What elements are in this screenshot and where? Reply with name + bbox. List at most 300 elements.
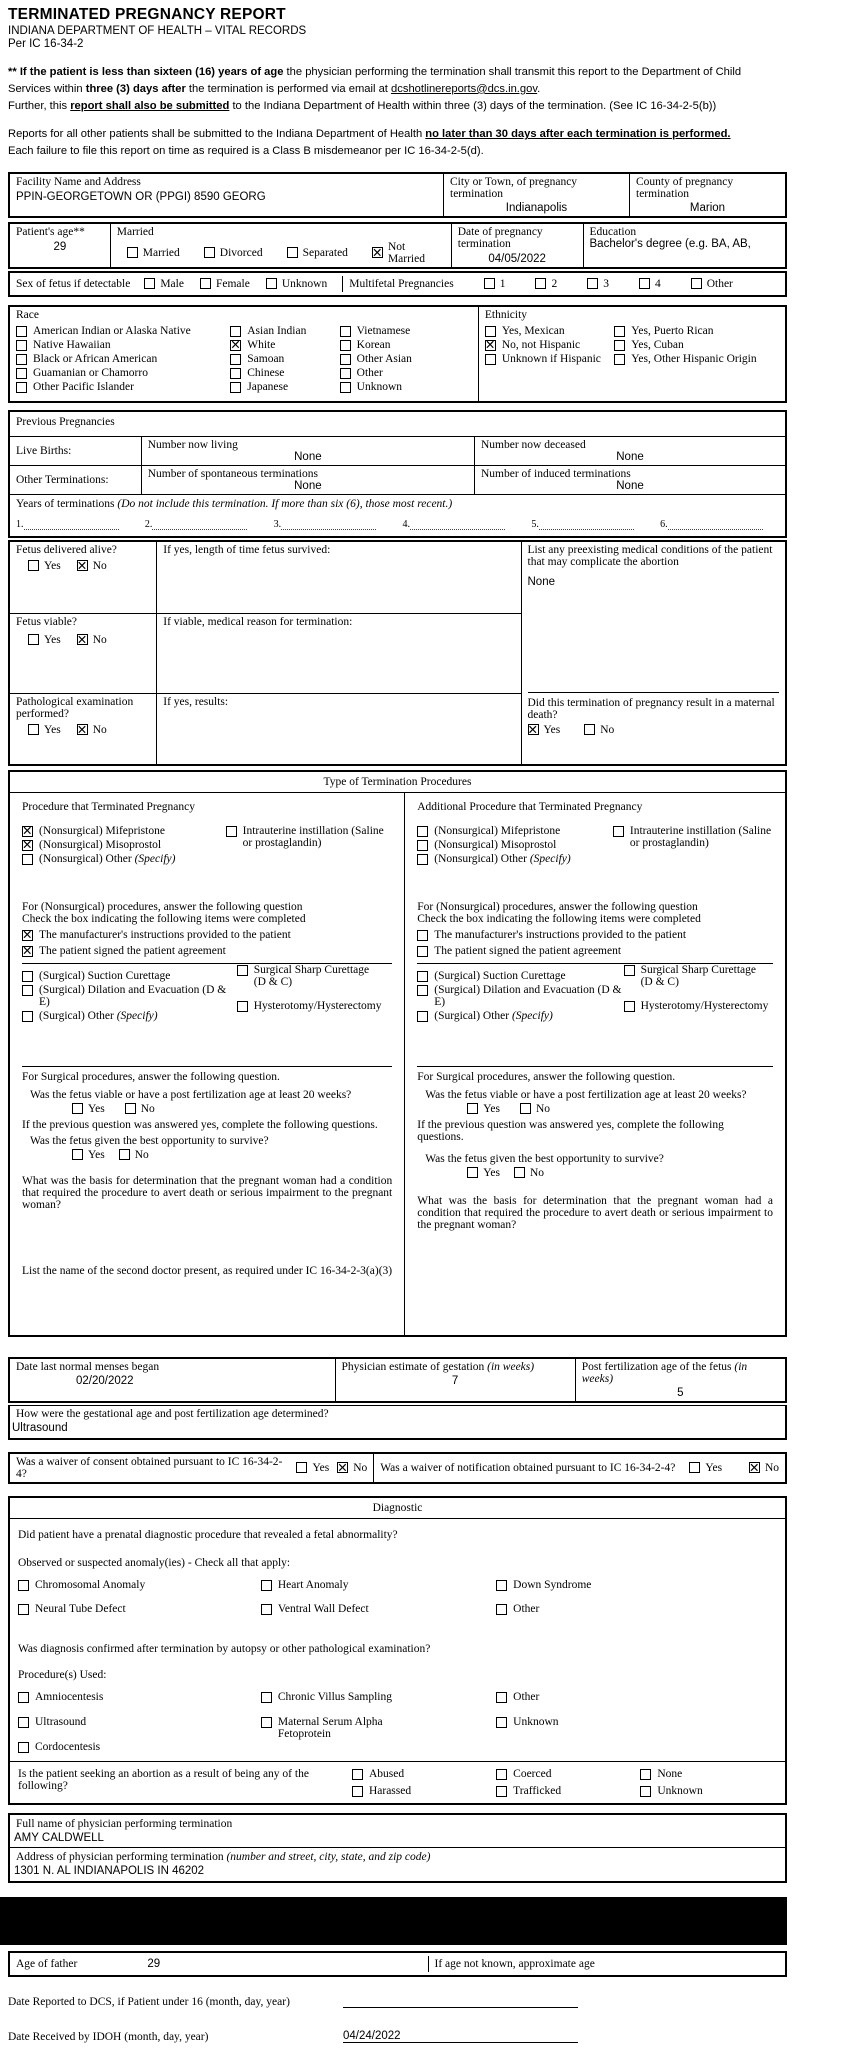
patient-agreement-checkbox[interactable] (417, 946, 428, 957)
suction-curettage-option (417, 970, 623, 982)
no-label: No (92, 633, 107, 646)
suction-curettage-option (22, 970, 237, 982)
procedure-used-checkbox[interactable] (496, 1692, 507, 1703)
dilation-evacuation-label: (Surgical) Dilation and Evacuation (D & E) (39, 983, 227, 1008)
sharp-curettage-label: Surgical Sharp Curettage (D & C) (253, 963, 370, 988)
no-label: No (134, 1148, 149, 1161)
no-label: No (764, 1461, 779, 1474)
city-label: City or Town, of pregnancy termination (450, 175, 578, 200)
marital-option-label: Separated (302, 246, 348, 259)
education-value: Bachelor's degree (e.g. BA, AB, (589, 237, 751, 250)
sharp-curettage-checkbox[interactable] (624, 965, 635, 976)
multifetal-cell (343, 276, 785, 292)
marital-option-label: Divorced (219, 246, 263, 259)
marital-checkbox[interactable] (127, 247, 138, 258)
education-label: Education (589, 225, 637, 238)
instr-text: Reports for all other patients shall be submitted to the Indiana Department of Health (8, 128, 426, 141)
patient-agreement-label: The patient signed the patient agreement (434, 944, 622, 957)
race-option (16, 339, 230, 351)
years-label-text: Years of terminations (16, 497, 118, 510)
preexisting-conditions-cell (522, 542, 786, 764)
yes-label: Yes (88, 1102, 105, 1115)
fetus-prompt-column (157, 542, 521, 764)
pathological-exam-cell (10, 694, 156, 764)
county-value: Marion (689, 201, 726, 214)
preexisting-conditions-label: List any preexisting medical conditions of the patient that may complicate the abortion (527, 543, 773, 568)
fetus-question-column (10, 542, 157, 764)
surgical-other-label: (Surgical) Other (Specify) (434, 1009, 553, 1022)
procedure-used-option (18, 1716, 261, 1728)
pathological-exam-label: Pathological examination performed? (16, 695, 134, 720)
ethnicity-cell (479, 307, 785, 401)
dcs-date-row (8, 1995, 787, 2008)
manufacturer-instructions-checkbox[interactable] (22, 930, 33, 941)
race-checkbox[interactable] (16, 340, 27, 351)
year-slot-blank (281, 518, 376, 530)
race-checkbox[interactable] (340, 368, 351, 379)
number-now-deceased-value: None (616, 450, 644, 463)
yes-label: Yes (44, 633, 61, 646)
anomalies-column-1 (18, 1577, 261, 1617)
race-checkbox[interactable] (230, 340, 241, 351)
other-terminations-row (10, 466, 785, 495)
path-results-prompt: If yes, results: (163, 695, 229, 708)
waiver-consent-cell (10, 1454, 374, 1482)
intrauterine-checkbox[interactable] (613, 826, 624, 837)
anomaly-option-label: Other (513, 1602, 540, 1615)
waiver-consent-no-checkbox[interactable] (337, 1462, 348, 1473)
fetus-delivered-label: Fetus delivered alive? (16, 543, 117, 556)
nonsurgical-question-2: Check the box indicating the following items were completed (417, 912, 701, 925)
procedure-used-checkbox[interactable] (18, 1717, 29, 1728)
race-checkbox[interactable] (230, 354, 241, 365)
hysterotomy-checkbox[interactable] (624, 1001, 635, 1012)
seeking-abortion-question: Is the patient seeking an abortion as a result of being any of the following? (18, 1767, 309, 1792)
physician-address-label: Address of physician performing termination (number and street, city, state, and zip code) (16, 1850, 431, 1863)
spontaneous-terminations-cell (142, 466, 475, 494)
procedure-used-checkbox[interactable] (18, 1692, 29, 1703)
seeking-column-1 (352, 1768, 496, 1797)
seeking-checkbox[interactable] (640, 1786, 651, 1797)
no-label: No (600, 723, 615, 736)
multifetal-checkbox[interactable] (484, 278, 495, 289)
mifepristone-checkbox[interactable] (22, 826, 33, 837)
multifetal-checkbox[interactable] (691, 278, 702, 289)
instr-text: Further, this (8, 99, 71, 112)
procedure-used-option (18, 1741, 261, 1753)
race-checkbox[interactable] (16, 326, 27, 337)
multifetal-checkbox[interactable] (535, 278, 546, 289)
race-option-label: Other Pacific Islander (33, 380, 134, 393)
gestation-estimate-value: 7 (451, 1374, 459, 1387)
fetal-sex-option (144, 278, 184, 290)
fetal-sex-row (8, 271, 787, 297)
viable20-yes-checkbox[interactable] (72, 1103, 83, 1114)
race-checkbox[interactable] (230, 368, 241, 379)
seeking-option-label: Coerced (513, 1767, 552, 1780)
idoh-date-label: Date Received by IDOH (month, day, year) (8, 2030, 209, 2043)
misoprostol-checkbox[interactable] (22, 840, 33, 851)
seeking-option-label: Abused (368, 1767, 405, 1780)
procedure-used-option (261, 1716, 496, 1740)
patient-agreement-option (22, 945, 392, 957)
patient-age-value: 29 (53, 240, 67, 253)
race-option-label: Guamanian or Chamorro (33, 366, 148, 379)
race-option (16, 367, 230, 379)
race-option-label: Native Hawaiian (33, 338, 111, 351)
seeking-option (496, 1785, 640, 1797)
menses-label: Date last normal menses began (16, 1360, 160, 1373)
survive-no-checkbox[interactable] (119, 1149, 130, 1160)
instructions-paragraph-1 (8, 64, 787, 114)
instr-bold-30days: no later than 30 days after each termination is performed. (425, 128, 731, 141)
race-option (230, 325, 339, 337)
induced-terminations-value: None (616, 479, 644, 492)
race-checkbox[interactable] (230, 326, 241, 337)
suction-curettage-checkbox[interactable] (417, 971, 428, 982)
anomaly-option-label: Down Syndrome (513, 1578, 592, 1591)
year-slot (531, 518, 650, 530)
induced-terminations-cell (475, 466, 785, 494)
patient-age-cell (10, 224, 111, 267)
seeking-option (640, 1768, 777, 1780)
no-label: No (92, 559, 107, 572)
procedure-used-option (18, 1691, 261, 1703)
waiver-notification-no-checkbox[interactable] (749, 1462, 760, 1473)
pathological-exam-answers (16, 724, 150, 736)
anomaly-checkbox[interactable] (261, 1580, 272, 1591)
race-option-label: Black or African American (33, 352, 158, 365)
waiver-notification-yes-checkbox[interactable] (689, 1462, 700, 1473)
ethnicity-column-1 (485, 323, 614, 367)
ethnicity-option (614, 339, 779, 351)
best-opportunity-question: Was the fetus given the best opportunity to survive? (425, 1152, 664, 1165)
viable20-no-checkbox[interactable] (125, 1103, 136, 1114)
race-checkbox[interactable] (16, 382, 27, 393)
year-slot-blank (152, 518, 247, 530)
dilation-evacuation-option (22, 984, 237, 1008)
ethnicity-checkbox[interactable] (614, 326, 625, 337)
physician-section (8, 1813, 787, 1883)
manufacturer-instructions-option (417, 929, 773, 941)
pathological-exam-no-checkbox[interactable] (77, 724, 88, 735)
diagnostic-title: Diagnostic (10, 1498, 785, 1519)
procedure-used-option (496, 1716, 777, 1728)
yes-label: Yes (88, 1148, 105, 1161)
waiver-consent-yes-checkbox[interactable] (296, 1462, 307, 1473)
procedure-used-option-label: Other (513, 1690, 540, 1703)
nonsurgical-other-option (22, 853, 226, 865)
ethnicity-checkbox[interactable] (485, 326, 496, 337)
race-checkbox[interactable] (340, 326, 351, 337)
yes-label: Yes (483, 1102, 500, 1115)
race-checkbox[interactable] (340, 340, 351, 351)
divider (22, 1066, 392, 1067)
maternal-death-question: Did this termination of pregnancy result in a maternal death? (527, 696, 775, 721)
ethnicity-checkbox[interactable] (614, 340, 625, 351)
years-of-terminations-cell (10, 495, 785, 536)
nonsurgical-other-checkbox[interactable] (22, 854, 33, 865)
instructions-paragraph-2 (8, 126, 787, 160)
instr-bold-3days: three (3) days after (85, 82, 186, 95)
no-label: No (140, 1102, 155, 1115)
fetal-sex-checkbox[interactable] (266, 278, 277, 289)
race-option (340, 367, 472, 379)
misoprostol-checkbox[interactable] (417, 840, 428, 851)
race-option (340, 381, 472, 393)
multifetal-options (484, 278, 779, 290)
married-label: Married (116, 225, 154, 238)
menses-value: 02/20/2022 (76, 1374, 134, 1387)
marital-option-label: Married (142, 246, 180, 259)
race-option-label: Japanese (247, 380, 289, 393)
seeking-checkbox[interactable] (352, 1786, 363, 1797)
fetal-sex-option (266, 278, 327, 290)
father-age-label: Age of father (16, 1957, 78, 1970)
marital-checkbox[interactable] (204, 247, 215, 258)
marital-options (117, 241, 445, 265)
facility-name-cell (10, 174, 444, 216)
year-slot-blank (24, 518, 119, 530)
seeking-option (352, 1785, 496, 1797)
race-option-label: Chinese (247, 366, 285, 379)
anomaly-checkbox[interactable] (496, 1604, 507, 1615)
procedure-used-option-label: Maternal Serum Alpha Fetoprotein (277, 1715, 383, 1740)
post-fertilization-age-value: 5 (677, 1386, 684, 1399)
marital-checkbox[interactable] (372, 247, 383, 258)
seeking-abortion-row (10, 1761, 785, 1803)
mifepristone-option (417, 825, 613, 837)
fetal-sex-option-label: Female (215, 277, 250, 290)
anomaly-checkbox[interactable] (496, 1580, 507, 1591)
procedures-used-column-1 (18, 1689, 261, 1755)
spontaneous-terminations-label: Number of spontaneous terminations (147, 467, 318, 480)
race-checkbox[interactable] (340, 354, 351, 365)
sharp-curettage-option (624, 964, 773, 988)
race-option (230, 339, 339, 351)
anomaly-checkbox[interactable] (261, 1604, 272, 1615)
idoh-date-value: 04/24/2022 (343, 2030, 578, 2043)
spontaneous-terminations-value: None (294, 479, 322, 492)
seeking-option (352, 1768, 496, 1780)
race-checkbox[interactable] (340, 382, 351, 393)
fetal-sex-options (144, 278, 327, 290)
report-header (8, 6, 787, 50)
anomaly-option-label: Heart Anomaly (277, 1578, 349, 1591)
surgical-other-checkbox[interactable] (22, 1011, 33, 1022)
sharp-curettage-checkbox[interactable] (237, 965, 248, 976)
dilation-evacuation-checkbox[interactable] (417, 985, 428, 996)
procedure-used-checkbox[interactable] (496, 1717, 507, 1728)
dilation-evacuation-checkbox[interactable] (22, 985, 33, 996)
year-slot (16, 518, 135, 530)
years-of-terminations-label (16, 498, 779, 510)
marital-checkbox[interactable] (287, 247, 298, 258)
suction-curettage-label: (Surgical) Suction Curettage (434, 969, 566, 982)
number-now-living-label: Number now living (147, 438, 238, 451)
multifetal-checkbox[interactable] (587, 278, 598, 289)
hysterotomy-checkbox[interactable] (237, 1001, 248, 1012)
no-label: No (535, 1102, 551, 1115)
mifepristone-checkbox[interactable] (417, 826, 428, 837)
race-option-label: Unknown (356, 380, 403, 393)
intrauterine-checkbox[interactable] (226, 826, 237, 837)
yes-label: Yes (312, 1461, 330, 1474)
survive-yes-checkbox[interactable] (72, 1149, 83, 1160)
patient-agreement-checkbox[interactable] (22, 946, 33, 957)
ethnicity-option-label: No, not Hispanic (501, 338, 581, 351)
ethnicity-option (485, 325, 614, 337)
fetal-sex-checkbox[interactable] (200, 278, 211, 289)
fetal-sex-label: Sex of fetus if detectable (16, 277, 131, 290)
patient-row (8, 222, 787, 269)
procedure-used-checkbox[interactable] (18, 1742, 29, 1753)
best-opportunity-question: Was the fetus given the best opportunity to survive? (30, 1134, 269, 1147)
dcs-date-label: Date Reported to DCS, if Patient under 16 (month, day, year) (8, 1995, 290, 2008)
procedures-used-column-3 (496, 1689, 777, 1755)
fetus-viable-answers (16, 634, 150, 646)
number-now-deceased-label: Number now deceased (481, 438, 586, 451)
yes-label: Yes (543, 723, 561, 736)
race-checkbox[interactable] (16, 368, 27, 379)
basis-determination-question: What was the basis for determination that the pregnant woman had a condition that required the procedure to avert death or serious impairment to the pregnant woman? (417, 1194, 773, 1231)
anomaly-checkbox[interactable] (18, 1580, 29, 1591)
anomalies-column-3 (496, 1577, 777, 1617)
fetal-sex-option-label: Male (160, 277, 184, 290)
yes-label: Yes (705, 1461, 723, 1474)
surgical-other-checkbox[interactable] (417, 1011, 428, 1022)
instr-text: Each failure to file this report on time as required is a Class B misdemeanor per IC 16-34-2-5(d). (8, 145, 484, 158)
physician-name-value: AMY CALDWELL (14, 1831, 104, 1844)
additional-procedure-title: Additional Procedure that Terminated Pregnancy (417, 800, 643, 813)
additional-procedure-column (405, 793, 785, 1335)
race-column-3 (340, 323, 472, 395)
suction-curettage-checkbox[interactable] (22, 971, 33, 982)
maternal-death-no-checkbox[interactable] (584, 724, 595, 735)
age-determination-label: How were the gestational age and post fertilization age determined? (16, 1407, 329, 1420)
facility-name-label: Facility Name and Address (16, 175, 141, 188)
anomaly-option (261, 1603, 496, 1615)
sharp-curettage-label: Surgical Sharp Curettage (D & C) (640, 963, 756, 988)
race-option-label: Asian Indian (247, 324, 307, 337)
viable-reason-prompt: If viable, medical reason for termination: (157, 614, 520, 694)
marital-option (127, 241, 180, 265)
marital-status-cell (111, 224, 452, 267)
fetus-delivered-yes-checkbox[interactable] (28, 560, 39, 571)
surgical-question-header: For Surgical procedures, answer the following question. (22, 1070, 280, 1083)
divider (417, 1066, 773, 1067)
fetus-viable-no-checkbox[interactable] (77, 634, 88, 645)
if-previous-yes-note: If the previous question was answered yes, complete the following questions. (22, 1118, 378, 1131)
seeking-checkbox[interactable] (352, 1769, 363, 1780)
procedure-used-option (261, 1691, 496, 1703)
county-label: County of pregnancy termination (636, 175, 734, 200)
manufacturer-instructions-checkbox[interactable] (417, 930, 428, 941)
survive-yes-checkbox[interactable] (467, 1167, 478, 1178)
year-slot (660, 518, 779, 530)
mifepristone-label: (Nonsurgical) Mifepristone (434, 824, 561, 837)
race-checkbox[interactable] (230, 382, 241, 393)
race-option-label: Korean (356, 338, 391, 351)
yes-label: Yes (483, 1166, 500, 1179)
procedure-used-checkbox[interactable] (261, 1692, 272, 1703)
termination-date-label: Date of pregnancy termination (457, 225, 543, 250)
instr-text: the termination is performed via email at (185, 82, 392, 95)
seeking-checkbox[interactable] (496, 1786, 507, 1797)
anomaly-option (496, 1579, 777, 1591)
dcs-email-link[interactable]: dcshotlinereports@dcs.in.gov (391, 82, 538, 95)
pathological-exam-yes-checkbox[interactable] (28, 724, 39, 735)
race-column-2 (230, 323, 339, 395)
viable20-no-checkbox[interactable] (520, 1103, 531, 1114)
no-label: No (353, 1461, 368, 1474)
seeking-checkbox[interactable] (640, 1769, 651, 1780)
year-slot-blank (539, 518, 634, 530)
seeking-option (640, 1785, 777, 1797)
number-now-deceased-cell (475, 437, 785, 465)
anomaly-checkbox[interactable] (18, 1604, 29, 1615)
year-slot (145, 518, 264, 530)
maternal-death-yes-checkbox[interactable] (528, 724, 539, 735)
procedure-used-option-label: Unknown (513, 1715, 559, 1728)
ethnicity-checkbox[interactable] (485, 340, 496, 351)
ethnicity-option-label: Yes, Mexican (501, 324, 565, 337)
race-option (230, 353, 339, 365)
father-age-unknown-label: If age not known, approximate age (434, 1957, 595, 1970)
ethnicity-option-label: Yes, Cuban (631, 338, 684, 351)
fetal-sex-checkbox[interactable] (144, 278, 155, 289)
nonsurgical-question-2: Check the box indicating the following items were completed (22, 912, 306, 925)
multifetal-checkbox[interactable] (639, 278, 650, 289)
age-determination-value: Ultrasound (12, 1421, 68, 1434)
post-fertilization-age-cell (576, 1359, 785, 1401)
manufacturer-instructions-label: The manufacturer's instructions provided to the patient (39, 928, 291, 941)
viable-20-weeks-answers (417, 1103, 773, 1115)
instr-bold-under16: ** If the patient is less than sixteen (16) years of age (8, 66, 284, 78)
race-checkbox[interactable] (16, 354, 27, 365)
education-cell (584, 224, 786, 267)
survive-no-checkbox[interactable] (514, 1167, 525, 1178)
race-option (16, 381, 230, 393)
fetus-viable-label: Fetus viable? (16, 615, 77, 628)
mifepristone-label: (Nonsurgical) Mifepristone (39, 824, 165, 837)
anomalies-column-2 (261, 1577, 496, 1617)
seeking-checkbox[interactable] (496, 1769, 507, 1780)
multifetal-option-label: Other (706, 277, 733, 290)
termination-procedures-title: Type of Termination Procedures (10, 772, 785, 793)
idoh-date-row (8, 2030, 787, 2043)
year-slot-number: 5. (531, 518, 539, 530)
basis-determination-question: What was the basis for determination that the pregnant woman had a condition that required the procedure to avert death or serious impairment to the pregnant woman? (22, 1174, 393, 1211)
fetus-delivered-no-checkbox[interactable] (77, 560, 88, 571)
fetus-delivered-cell (10, 542, 156, 614)
anomaly-option-label: Neural Tube Defect (35, 1602, 126, 1615)
yes-label: Yes (44, 723, 61, 736)
surgical-question-header: For Surgical procedures, answer the following question. (417, 1070, 676, 1083)
intrauterine-label: Intrauterine instillation (Saline or prostaglandin) (629, 824, 772, 849)
multifetal-option (639, 278, 661, 290)
nonsurgical-other-label: (Nonsurgical) Other (Specify) (39, 852, 176, 865)
nonsurgical-other-checkbox[interactable] (417, 854, 428, 865)
procedure-used-checkbox[interactable] (261, 1717, 272, 1728)
best-opportunity-answers (417, 1167, 773, 1179)
ethnicity-checkbox[interactable] (614, 354, 625, 365)
physician-address-cell (10, 1848, 785, 1881)
fetus-viable-yes-checkbox[interactable] (28, 634, 39, 645)
viable20-yes-checkbox[interactable] (467, 1103, 478, 1114)
ethnicity-checkbox[interactable] (485, 354, 496, 365)
patient-agreement-option (417, 945, 773, 957)
